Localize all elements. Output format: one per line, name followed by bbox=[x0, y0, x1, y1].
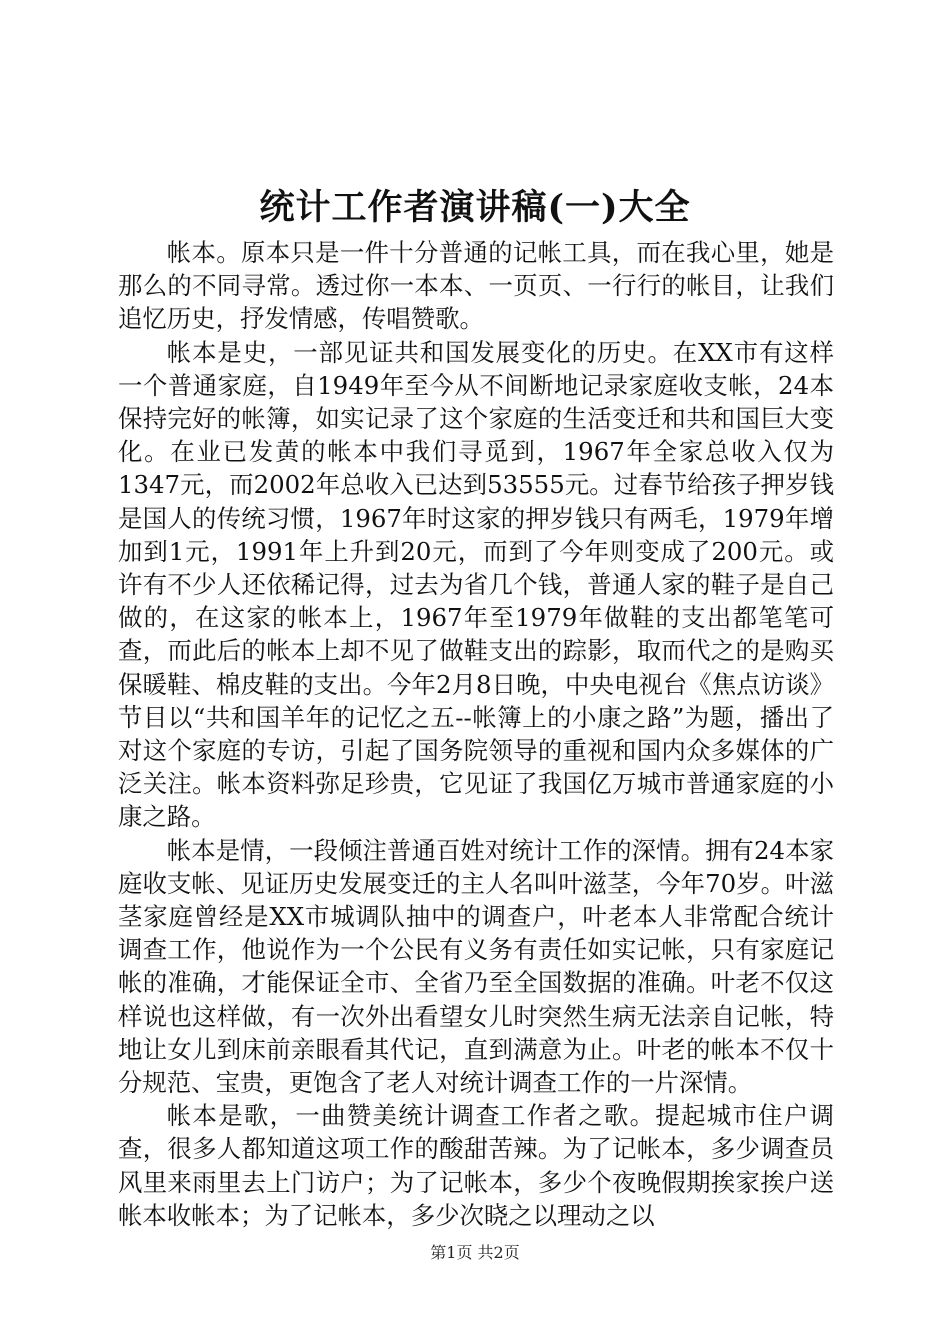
page-number-footer: 第1页 共2页 bbox=[430, 1243, 520, 1262]
paragraph-3: 帐本是情，一段倾注普通百姓对统计工作的深情。拥有24本家庭收支帐、见证历史发展变迁的主人名叫叶滋茎，今年70岁。叶滋茎家庭曾经是XX市城调队抽中的调查户，叶老本人非常配合统计调查工作，他说作为一个公民有义务有责任如实记帐，只有家庭记帐的准确，才能保证全市、全省乃至全国数据的准确。叶老不仅这样说也这样做，有一次外出看望女儿时突然生病无法亲自记帐，特地让女儿到床前亲眼看其代记，直到满意为止。叶老的帐本不仅十分规范、宝贵，更饱含了老人对统计调查工作的一片深情。 bbox=[118, 835, 834, 1098]
paragraph-4: 帐本是歌，一曲赞美统计调查工作者之歌。提起城市住户调查，很多人都知道这项工作的酸甜苦辣。为了记帐本，多少调查员风里来雨里去上门访户；为了记帐本，多少个夜晚假期挨家挨户送帐本收帐本；为了记帐本，多少次晓之以理动之以 bbox=[118, 1101, 834, 1230]
paragraph-1: 帐本。原本只是一件十分普通的记帐工具，而在我心里，她是那么的不同寻常。透过你一本本、一页页、一行行的帐目，让我们追忆历史，抒发情感，传唱赞歌。 bbox=[118, 238, 834, 334]
document-title: 统计工作者演讲稿(一)大全 bbox=[259, 187, 691, 228]
paragraph-2: 帐本是史，一部见证共和国发展变化的历史。在XX市有这样一个普通家庭，自1949年至今从不间断地记录家庭收支帐，24本保持完好的帐簿，如实记录了这个家庭的生活变迁和共和国巨大变化。在业已发黄的帐本中我们寻觅到，1967年全家总收入仅为1347元，而2002年总收入已达到53555元。过春节给孩子押岁钱是国人的传统习惯，1967年时这家的押岁钱只有两毛，1979年增加到1元，1991年上升到20元，而到了今年则变成了200元。或许有不少人还依稀记得，过去为省几个钱，普通人家的鞋子是自己做的，在这家的帐本上，1967年至1979年做鞋的支出都笔笔可查，而此后的帐本上却不见了做鞋支出的踪影，取而代之的是购买保暖鞋、棉皮鞋的支出。今年2月8日晚，中央电视台《焦点访谈》节目以“共和国羊年的记忆之五--帐簿上的小康之路”为题，播出了对这个家庭的专访，引起了国务院领导的重视和国内众多媒体的广泛关注。帐本资料弥足珍贵，它见证了我国亿万城市普通家庭的小康之路。 bbox=[118, 337, 834, 832]
document-body bbox=[118, 236, 834, 1232]
